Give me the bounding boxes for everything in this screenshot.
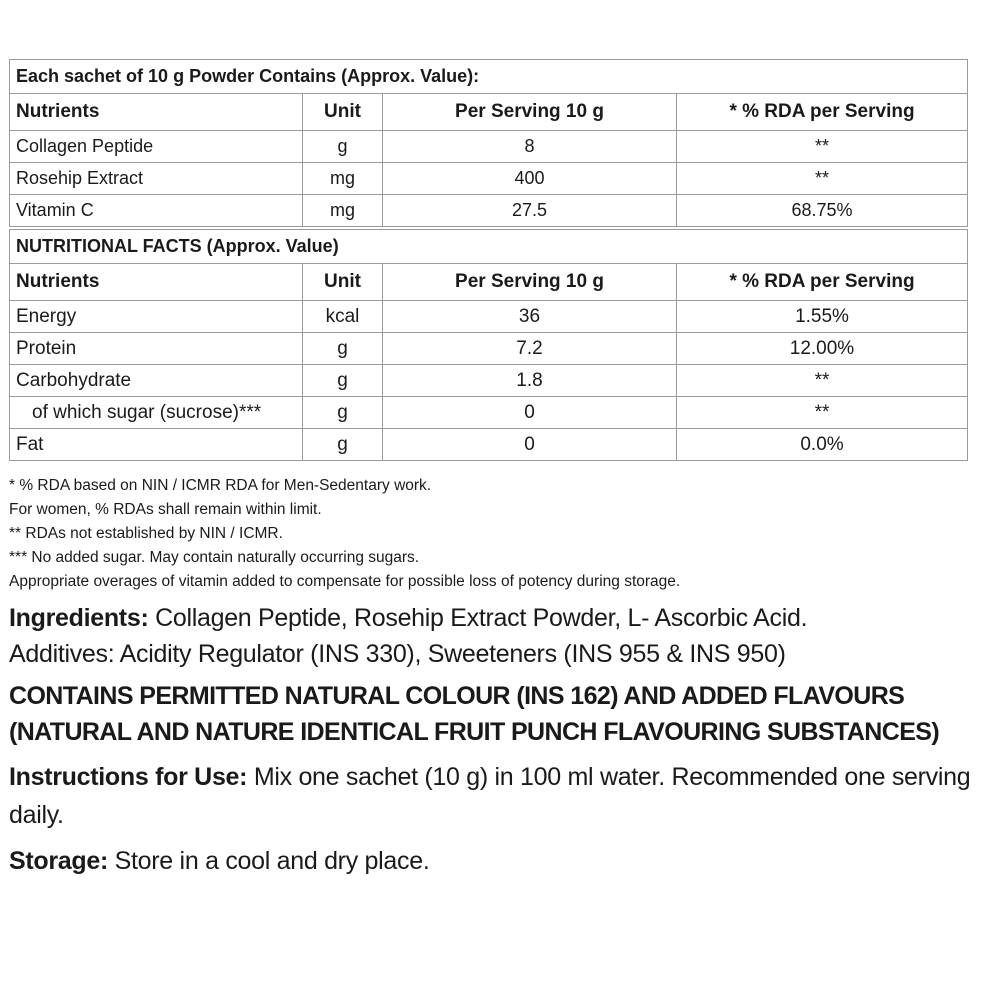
nutrient-per-serving: 7.2 [383,333,677,365]
nutrient-per-serving: 0 [383,429,677,461]
sachet-table-title: Each sachet of 10 g Powder Contains (Approx. Value): [10,60,968,94]
nutrient-per-serving: 36 [383,301,677,333]
table-row [10,301,968,333]
nutrient-per-serving: 1.8 [383,365,677,397]
nutrient-unit: g [303,365,383,397]
colour-statement-line: CONTAINS PERMITTED NATURAL COLOUR (INS 162) AND ADDED FLAVOURS [9,682,905,710]
nutrient-rda: ** [677,131,968,163]
instructions-text: Mix one sachet (10 g) in 100 ml water. Recommended one serving daily. [9,763,971,829]
ingredients-text: Collagen Peptide, Rosehip Extract Powder, L- Ascorbic Acid. [148,604,808,632]
nutrient-name: Protein [10,333,303,365]
nutrient-rda: 68.75% [677,195,968,227]
nutrient-rda: 1.55% [677,301,968,333]
nutrient-name: Fat [10,429,303,461]
table-row [10,365,968,397]
table-row [10,195,968,227]
nutrient-unit: mg [303,163,383,195]
nutritional-facts-title: NUTRITIONAL FACTS (Approx. Value) [10,230,968,264]
nutritional-facts-table [9,229,968,461]
header-nutrients: Nutrients [10,94,303,131]
nutrient-rda: ** [677,397,968,429]
nutrient-rda: ** [677,365,968,397]
sachet-table-header-row [10,94,968,131]
nutrient-rda: ** [677,163,968,195]
header-per-serving: Per Serving 10 g [383,94,677,131]
nutrient-name: Collagen Peptide [10,131,303,163]
nutrient-name: Energy [10,301,303,333]
nutrient-unit: g [303,131,383,163]
nutrient-rda: 12.00% [677,333,968,365]
footnote: * % RDA based on NIN / ICMR RDA for Men-Sedentary work. [9,477,432,494]
nutrient-unit: g [303,333,383,365]
footnote: *** No added sugar. May contain naturally occurring sugars. [9,549,420,566]
header-unit: Unit [303,94,383,131]
facts-table-header-row [10,264,968,301]
nutrient-per-serving: 400 [383,163,677,195]
nutrient-rda: 0.0% [677,429,968,461]
storage-text: Store in a cool and dry place. [108,847,430,875]
instructions-section [9,758,994,834]
nutrient-name: of which sugar (sucrose)*** [10,397,303,429]
colour-statement-line: (NATURAL AND NATURE IDENTICAL FRUIT PUNCH FLAVOURING SUBSTANCES) [9,718,940,746]
additives-text: Additives: Acidity Regulator (INS 330), Sweeteners (INS 955 & INS 950) [9,640,786,668]
nutrient-unit: kcal [303,301,383,333]
storage-section [9,842,967,880]
header-rda: * % RDA per Serving [677,94,968,131]
ingredients-label: Ingredients: [9,604,149,632]
ingredients-section [9,600,967,672]
nutrient-name: Vitamin C [10,195,303,227]
nutrient-unit: mg [303,195,383,227]
instructions-label: Instructions for Use: [9,763,248,791]
footnote: Appropriate overages of vitamin added to compensate for possible loss of potency during storage. [9,573,681,590]
nutrient-unit: g [303,397,383,429]
storage-label: Storage: [9,847,109,875]
table-row [10,429,968,461]
nutrient-per-serving: 8 [383,131,677,163]
table-row [10,131,968,163]
header-per-serving: Per Serving 10 g [383,264,677,301]
nutrient-name: Carbohydrate [10,365,303,397]
nutrient-per-serving: 27.5 [383,195,677,227]
product-label [9,59,971,880]
header-nutrients: Nutrients [10,264,303,301]
footnote: ** RDAs not established by NIN / ICMR. [9,525,283,542]
nutrient-unit: g [303,429,383,461]
header-unit: Unit [303,264,383,301]
header-rda: * % RDA per Serving [677,264,968,301]
footnotes [9,474,967,594]
table-row [10,397,968,429]
table-row [10,333,968,365]
footnote: For women, % RDAs shall remain within limit. [9,501,322,518]
nutrient-name: Rosehip Extract [10,163,303,195]
nutrient-per-serving: 0 [383,397,677,429]
sachet-contents-table [9,59,968,227]
table-row [10,163,968,195]
colour-flavour-statement [9,678,967,750]
